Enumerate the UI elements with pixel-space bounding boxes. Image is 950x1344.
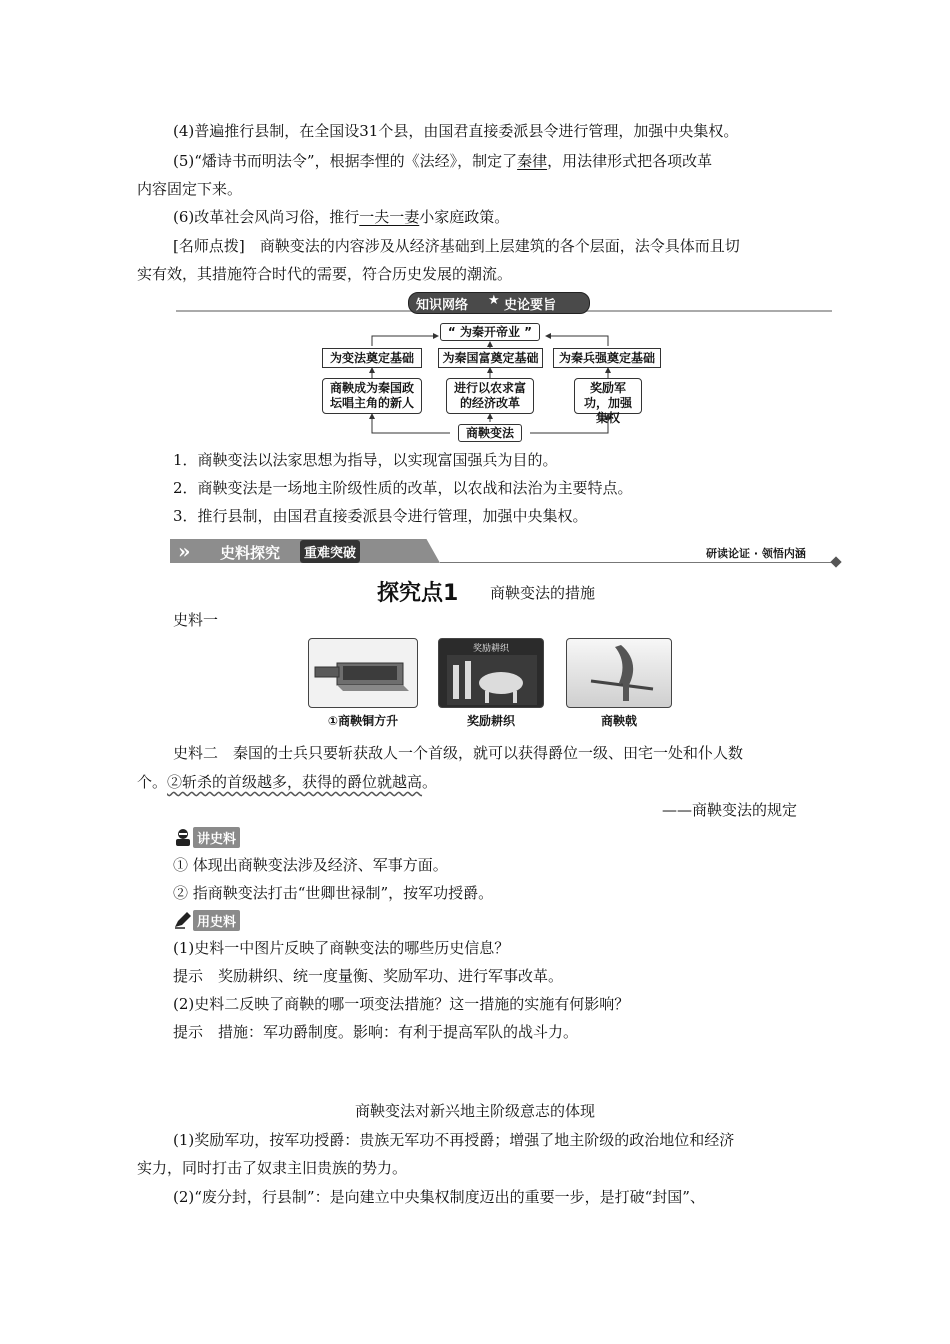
explore-banner <box>170 537 840 567</box>
para-5-text-a: (5)“燔诗书而明法令”，根据李悝的《法经》，制定了 <box>173 152 518 170</box>
explore-banner-left: 史料探究 <box>220 544 281 562</box>
answer-2: 提示 措施：军功爵制度。影响：有利于提高军队的战斗力。 <box>173 1023 579 1041</box>
para-6 <box>173 207 509 227</box>
network-mid-node-3: 为秦兵强奠定基础 <box>553 348 661 368</box>
answer-1: 提示 奖励耕织、统一度量衡、奖励军功、进行军事改革。 <box>173 967 564 985</box>
use-tag <box>173 910 240 930</box>
summary-point-3: 3．推行县制，由国君直接委派县令进行管理，加强中央集权。 <box>173 507 588 525</box>
network-bottom-node: 商鞅变法 <box>458 424 522 442</box>
para-6-text-b: 小家庭政策。 <box>419 208 510 226</box>
summary-point-1: 1．商鞅变法以法家思想为指导，以实现富国强兵为目的。 <box>173 451 558 469</box>
farming-reward-inset-label: 奖励耕织 <box>472 644 509 654</box>
source-2-line1: 史料二 秦国的士兵只要斩获敌人一个首级，就可以获得爵位一级、田宅一处和仆人数 <box>173 744 744 762</box>
bronze-measure-image <box>309 639 418 708</box>
use-tag-label: 用史料 <box>193 910 240 931</box>
banner-right-text: 史论要旨 <box>504 298 557 313</box>
explore-banner-rule <box>440 562 840 563</box>
source-2-text-b: 。 <box>422 773 438 791</box>
pen-icon <box>173 910 193 930</box>
source-1-label: 史料一 <box>173 611 219 629</box>
network-mid-node-2: 为秦国富奠定基础 <box>438 348 543 368</box>
section-line-1: (1)奖励军功，按军功授爵：贵族无军功不再授爵；增强了地主阶级的政治地位和经济 <box>173 1131 735 1149</box>
para-6-text-a: (6)改革社会风尚习俗，推行 <box>173 208 360 226</box>
explore-banner-right: 研读论证 · 领悟内涵 <box>706 547 806 560</box>
network-top-node: “ 为秦开帝业 ” <box>440 323 540 341</box>
explore-point-title: 商鞅变法的措施 <box>490 584 596 602</box>
photo-caption-3: 商鞅戟 <box>600 714 637 728</box>
explain-tag-label: 讲史料 <box>193 827 240 848</box>
knowledge-network-banner <box>176 290 832 316</box>
explore-point-label: 探究点1 <box>377 581 459 606</box>
explain-tag <box>173 827 240 847</box>
explore-banner-mid: 重难突破 <box>300 540 360 563</box>
para-5-cont: 内容固定下来。 <box>137 180 243 198</box>
network-mid-node-1: 为变法奠定基础 <box>322 348 422 368</box>
double-chevron-icon: » <box>178 539 191 563</box>
source-2-line2 <box>137 772 437 792</box>
teacher-icon <box>173 827 193 847</box>
network-low-node-2: 进行以农求富的经济改革 <box>446 378 534 414</box>
para-5 <box>173 151 712 171</box>
diamond-icon <box>830 556 841 567</box>
question-1: (1)史料一中图片反映了商鞅变法的哪些历史信息？ <box>173 939 510 957</box>
explain-line-2: ② 指商鞅变法打击“世卿世禄制”，按军功授爵。 <box>173 884 494 902</box>
photo-caption-2: 奖励耕织 <box>466 714 515 728</box>
halberd-image <box>567 639 672 708</box>
source-2-text-a: 个。 <box>137 773 168 791</box>
star-icon: ★ <box>488 293 500 308</box>
para-4: (4)普遍推行县制，在全国设31个县，由国君直接委派县令进行管理，加强中央集权。 <box>173 122 739 140</box>
section-title: 商鞅变法对新兴地主阶级意志的体现 <box>354 1102 595 1120</box>
section-line-3: (2)“废分封，行县制”：是向建立中央集权制度迈出的重要一步，是打破“封国”、 <box>173 1188 705 1206</box>
photo-caption-1: ①商鞅铜方升 <box>327 714 399 728</box>
photo-farming-reward <box>438 638 544 708</box>
banner-left-text: 知识网络 <box>416 298 469 313</box>
para-5-underlined: 秦律 <box>517 152 548 170</box>
network-low-node-1: 商鞅成为秦国政坛唱主角的新人 <box>322 378 422 414</box>
para-6-underlined: 一夫一妻 <box>359 208 420 226</box>
question-2: (2)史料二反映了商鞅的哪一项变法措施？这一措施的实施有何影响？ <box>173 995 630 1013</box>
network-low-node-3: 奖励军功，加强集权 <box>574 378 642 414</box>
section-line-2: 实力，同时打击了奴隶主旧贵族的势力。 <box>137 1159 408 1177</box>
para-5-text-b: ，用法律形式把各项改革 <box>547 152 713 170</box>
teacher-tip-line2: 实有效，其措施符合时代的需要，符合历史发展的潮流。 <box>137 265 513 283</box>
teacher-tip-line1: [名师点拨] 商鞅变法的内容涉及从经济基础到上层建筑的各个层面，法令具体而且切 <box>173 237 740 255</box>
source-2-wavy-text: ②斩杀的首级越多，获得的爵位就越高 <box>167 773 423 791</box>
photo-bronze-measure <box>308 638 418 708</box>
photo-halberd <box>566 638 672 708</box>
source-2-reference: ——商鞅变法的规定 <box>662 801 798 819</box>
explain-line-1: ① 体现出商鞅变法涉及经济、军事方面。 <box>173 856 448 874</box>
summary-point-2: 2．商鞅变法是一场地主阶级性质的改革，以农战和法治为主要特点。 <box>173 479 633 497</box>
